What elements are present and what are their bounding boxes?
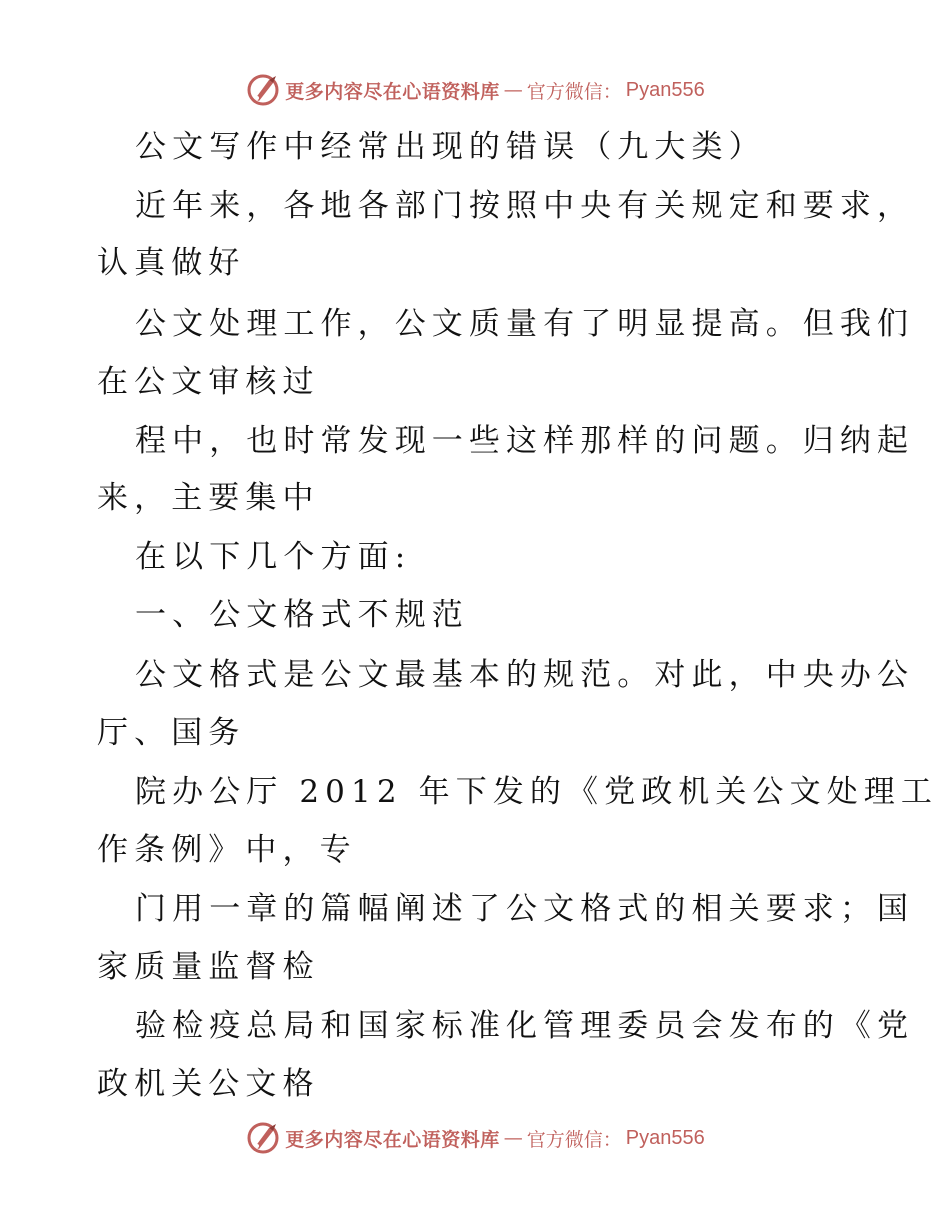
paragraph-line: 作条例》中，专	[97, 832, 357, 868]
banner-text: 更多内容尽在心语资料库	[285, 1128, 500, 1151]
banner-wechat-id: Pyan556	[625, 78, 705, 101]
quill-pen-circle-icon	[245, 1120, 281, 1156]
paragraph-line: 在公文审核过	[97, 364, 320, 400]
paragraph-line: 门用一章的篇幅阐述了公文格式的相关要求；国	[135, 891, 915, 927]
paragraph-line: 认真做好	[97, 245, 246, 281]
banner-wechat-id: Pyan556	[625, 1126, 705, 1149]
banner-wechat-label: 官方微信：	[526, 80, 622, 103]
paragraph-line: 来，主要集中	[97, 480, 320, 516]
banner-text: 更多内容尽在心语资料库	[285, 80, 500, 103]
paragraph-line: 家质量监督检	[97, 949, 320, 985]
banner-wechat-label: 官方微信：	[526, 1128, 622, 1151]
banner-separator: —	[503, 1127, 523, 1149]
paragraph-line: 近年来，各地各部门按照中央有关规定和要求，	[135, 188, 915, 224]
paragraph-line: 验检疫总局和国家标准化管理委员会发布的《党	[135, 1008, 915, 1044]
paragraph-line: 厅、国务	[97, 715, 246, 751]
paragraph-line: 院办公厅 2012 年下发的《党政机关公文处理工	[135, 774, 938, 810]
footer-banner	[0, 1118, 950, 1158]
paragraph-line: 程中，也时常发现一些这样那样的问题。归纳起	[135, 423, 915, 459]
header-banner	[0, 70, 950, 110]
document-title: 公文写作中经常出现的错误（九大类）	[135, 129, 766, 165]
paragraph-line: 公文处理工作，公文质量有了明显提高。但我们	[135, 306, 915, 342]
quill-pen-circle-icon	[245, 72, 281, 108]
section-heading: 一、公文格式不规范	[135, 597, 469, 633]
paragraph-line: 政机关公文格	[97, 1066, 320, 1102]
banner-separator: —	[503, 79, 523, 101]
paragraph-line: 在以下几个方面:	[135, 539, 412, 575]
paragraph-line: 公文格式是公文最基本的规范。对此，中央办公	[135, 657, 915, 693]
